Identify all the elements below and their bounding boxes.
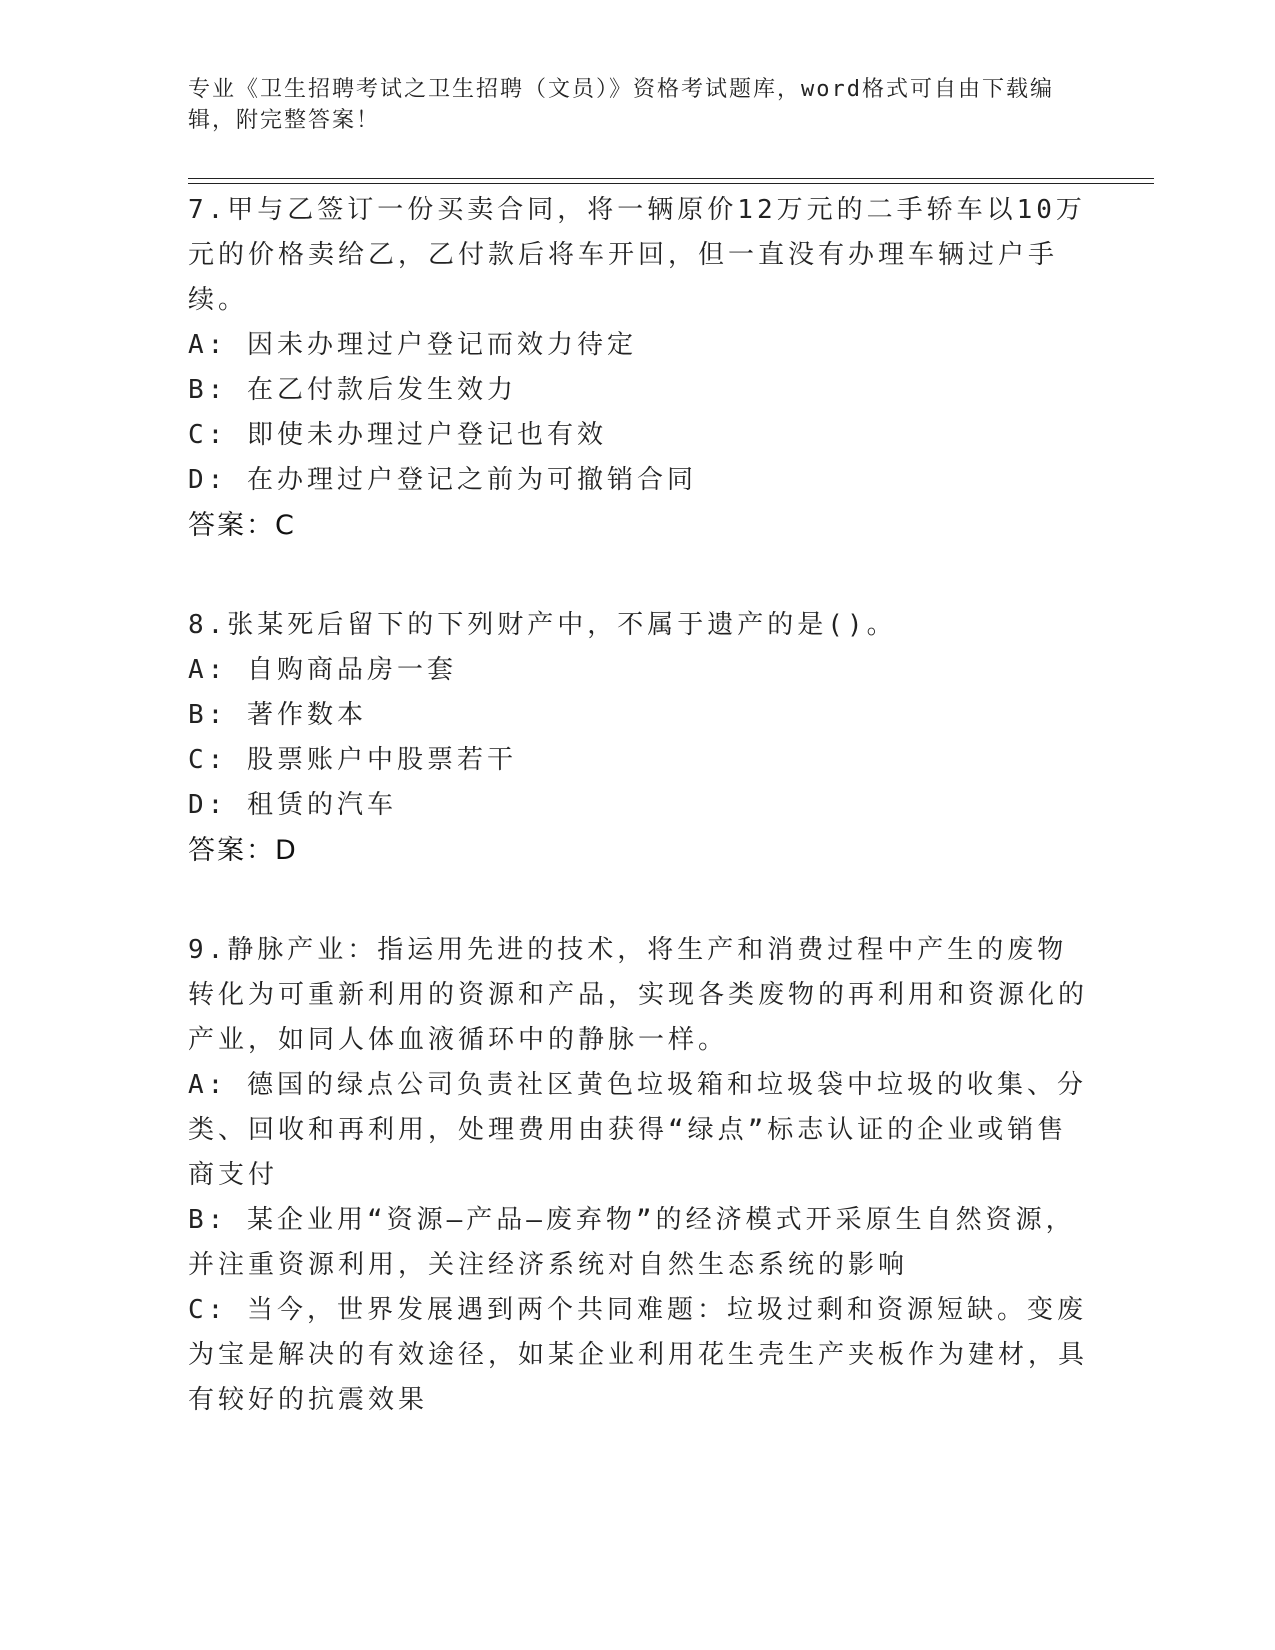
option-b: B: 在乙付款后发生效力 (188, 375, 517, 405)
question-stem: 7.甲与乙签订一份买卖合同，将一辆原价12万元的二手轿车以10万元的价格卖给乙，乙付款后将车开回，但一直没有办理车辆过户手续。 (188, 195, 1086, 315)
option-b: B: 某企业用“资源—产品—废弃物”的经济模式开采原生自然资源，并注重资源利用，关注经济系统对自然生态系统的影响 (188, 1205, 1076, 1280)
answer-text: 答案：C (188, 510, 296, 541)
option-d: D: 租赁的汽车 (188, 790, 397, 820)
header-divider-top (188, 178, 1154, 179)
question-9 (188, 928, 1088, 1423)
option-a: A: 自购商品房一套 (188, 655, 457, 685)
question-7 (188, 188, 1088, 549)
option-c: C: 股票账户中股票若干 (188, 745, 517, 775)
answer-text: 答案：D (188, 835, 298, 866)
question-list (188, 188, 1088, 1477)
option-a: A: 因未办理过户登记而效力待定 (188, 330, 637, 360)
option-b: B: 著作数本 (188, 700, 367, 730)
document-header: 专业《卫生招聘考试之卫生招聘（文员）》资格考试题库，word格式可自由下载编辑，附完整答案！ (188, 77, 1054, 133)
option-d: D: 在办理过户登记之前为可撤销合同 (188, 465, 697, 495)
question-stem: 9.静脉产业：指运用先进的技术，将生产和消费过程中产生的废物转化为可重新利用的资源和产品，实现各类废物的再利用和资源化的产业，如同人体血液循环中的静脉一样。 (188, 935, 1089, 1055)
question-8 (188, 603, 1088, 874)
option-c: C: 当今，世界发展遇到两个共同难题：垃圾过剩和资源短缺。变废为宝是解决的有效途径，如某企业利用花生壳生产夹板作为建材，具有较好的抗震效果 (188, 1295, 1089, 1415)
option-a: A: 德国的绿点公司负责社区黄色垃圾箱和垃圾袋中垃圾的收集、分类、回收和再利用，处理费用由获得“绿点”标志认证的企业或销售商支付 (188, 1070, 1087, 1190)
question-stem: 8.张某死后留下的下列财产中，不属于遗产的是()。 (188, 610, 897, 640)
header-divider-bottom (188, 183, 1154, 184)
option-c: C: 即使未办理过户登记也有效 (188, 420, 607, 450)
